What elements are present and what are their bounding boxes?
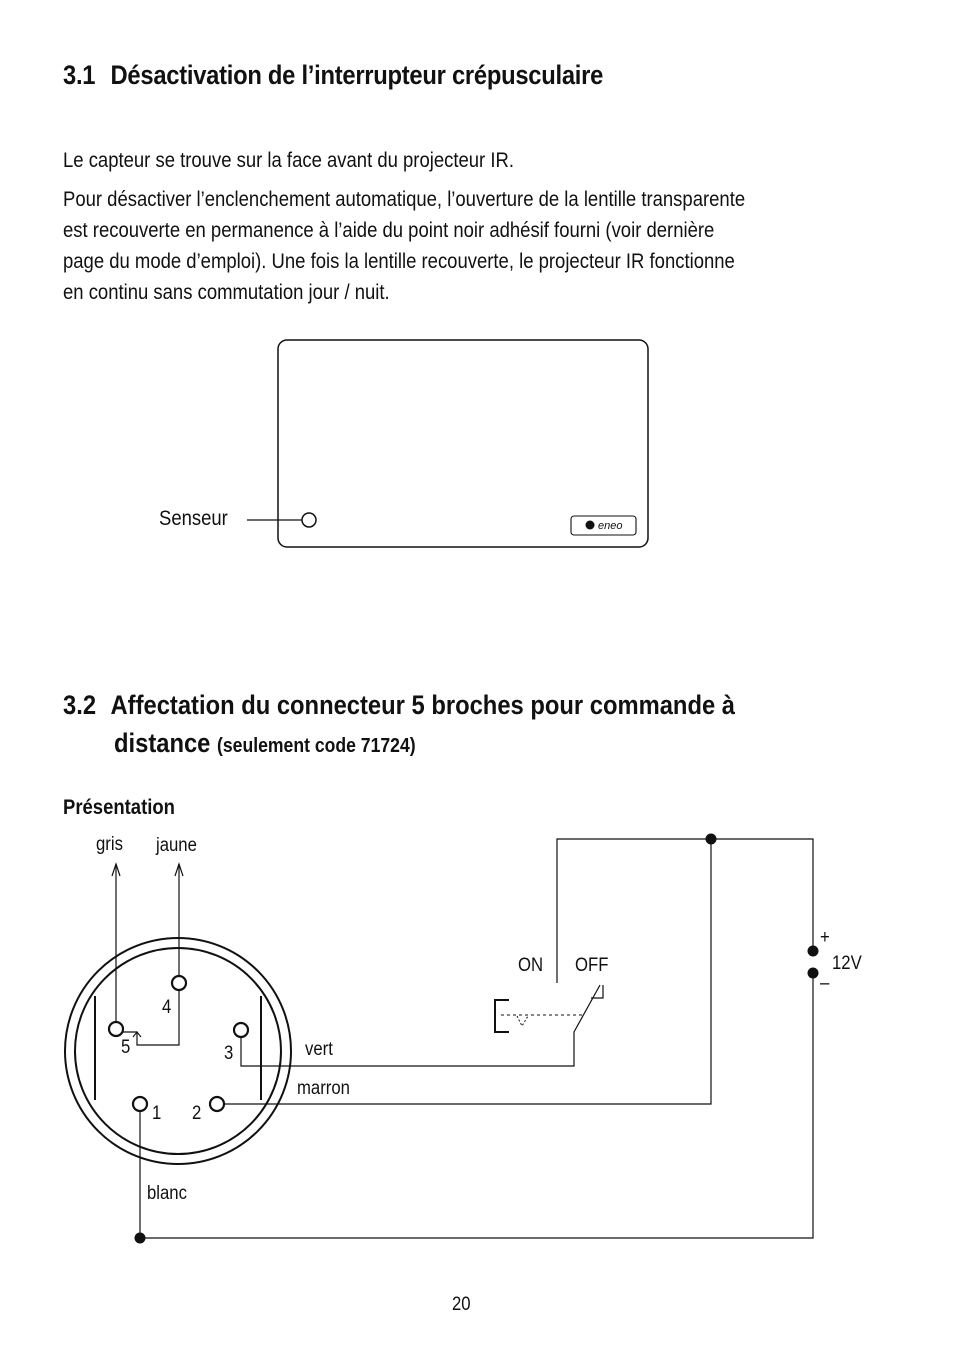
connector-outer-ring	[65, 938, 291, 1164]
paragraph-line-1: Pour désactiver l’enclenchement automatique, l’ouverture de la lentille transparente	[63, 188, 746, 211]
label-pin-2: 2	[192, 1103, 202, 1124]
connector-inner-ring	[75, 948, 281, 1154]
pin-1	[133, 1097, 147, 1111]
wire-marron	[224, 839, 711, 1104]
page-number: 20	[452, 1294, 471, 1315]
section-title-line2: distance	[114, 728, 211, 758]
sensor-circle	[302, 513, 316, 527]
paragraph-line-2: est recouverte en permanence à l’aide du point noir adhésif fourni (voir dernière	[63, 219, 715, 242]
paragraph-line-4: en continu sans commutation jour / nuit.	[63, 281, 390, 304]
wire-vert	[241, 985, 600, 1066]
paragraph-sensor-location: Le capteur se trouve sur la face avant du projecteur IR.	[63, 149, 514, 172]
paragraph-line-3: page du mode d’emploi). Une fois la lentille recouverte, le projecteur IR fonctionne	[63, 250, 735, 273]
section-title-suffix: (seulement code 71724)	[217, 735, 416, 757]
section-title-line1: Affectation du connecteur 5 broches pour commande à	[110, 690, 735, 720]
label-pin-1: 1	[152, 1103, 162, 1124]
label-switch-off: OFF	[575, 955, 609, 976]
section-number: 3.2	[63, 690, 97, 720]
pin-5	[109, 1022, 123, 1036]
label-marron: marron	[297, 1078, 350, 1099]
junction-dot-bottom	[135, 1233, 146, 1244]
wire-blanc	[140, 974, 813, 1238]
label-switch-on: ON	[518, 955, 544, 976]
label-pin-5: 5	[121, 1037, 131, 1058]
junction-dot-top	[706, 834, 717, 845]
switch-actuator	[495, 1000, 509, 1032]
label-blanc: blanc	[147, 1183, 187, 1204]
label-pin-4: 4	[162, 997, 172, 1018]
label-pin-3: 3	[224, 1043, 234, 1064]
label-vert: vert	[305, 1039, 333, 1060]
label-gris: gris	[96, 834, 123, 855]
eneo-logo-text: eneo	[598, 520, 623, 532]
label-supply-voltage: 12V	[832, 953, 862, 974]
pin-2	[210, 1097, 224, 1111]
pin-4	[172, 976, 186, 990]
supply-terminal-plus	[808, 946, 819, 957]
subheading-presentation: Présentation	[63, 796, 175, 819]
label-supply-plus: +	[820, 927, 830, 948]
sensor-label: Senseur	[159, 507, 228, 530]
section-title: Désactivation de l’interrupteur crépusculaire	[110, 60, 604, 90]
supply-terminal-minus	[808, 968, 819, 979]
eneo-logo-mark	[586, 521, 595, 530]
section-number: 3.1	[63, 60, 96, 90]
label-jaune: jaune	[156, 835, 197, 856]
label-supply-minus: –	[820, 973, 830, 994]
pin-3	[234, 1023, 248, 1037]
